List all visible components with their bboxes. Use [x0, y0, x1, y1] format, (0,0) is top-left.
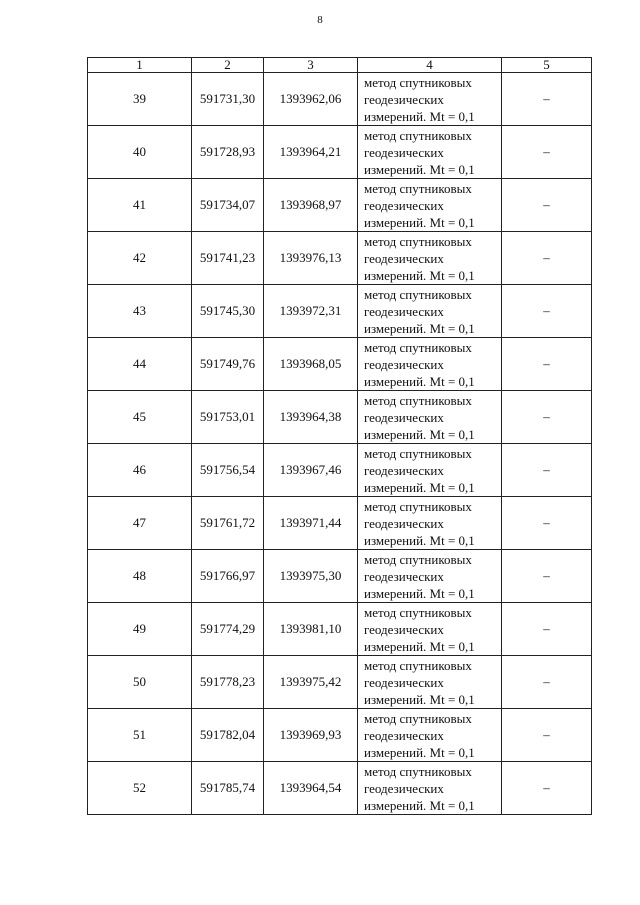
- method-line: геодезических: [364, 727, 444, 743]
- y-coordinate-cell: 1393975,42: [264, 656, 358, 709]
- table-row: [88, 126, 592, 179]
- table-row: [88, 232, 592, 285]
- method-cell: [358, 709, 502, 762]
- y-coordinate-cell: 1393975,30: [264, 550, 358, 603]
- method-cell: [358, 73, 502, 126]
- note-cell: –: [502, 391, 592, 444]
- x-coordinate-cell: 591753,01: [192, 391, 264, 444]
- point-number-cell: 43: [88, 285, 192, 338]
- method-line: метод спутниковых: [364, 763, 472, 779]
- method-line: метод спутниковых: [364, 710, 472, 726]
- point-number-cell: 40: [88, 126, 192, 179]
- method-line: геодезических: [364, 568, 444, 584]
- method-line: геодезических: [364, 144, 444, 160]
- note-cell: –: [502, 338, 592, 391]
- point-number-cell: 45: [88, 391, 192, 444]
- page-number: 8: [317, 14, 323, 26]
- method-cell: [358, 391, 502, 444]
- method-line: измерений. Mt = 0,1: [364, 373, 475, 389]
- method-cell: [358, 497, 502, 550]
- table-row: [88, 656, 592, 709]
- note-cell: –: [502, 709, 592, 762]
- method-cell: [358, 550, 502, 603]
- point-number-cell: 50: [88, 656, 192, 709]
- method-line: измерений. Mt = 0,1: [364, 161, 475, 177]
- method-cell: [358, 762, 502, 815]
- y-coordinate-cell: 1393971,44: [264, 497, 358, 550]
- method-line: измерений. Mt = 0,1: [364, 797, 475, 813]
- x-coordinate-cell: 591728,93: [192, 126, 264, 179]
- method-cell: [358, 232, 502, 285]
- y-coordinate-cell: 1393968,05: [264, 338, 358, 391]
- method-line: геодезических: [364, 780, 444, 796]
- method-line: измерений. Mt = 0,1: [364, 479, 475, 495]
- method-line: метод спутниковых: [364, 180, 472, 196]
- table-row: [88, 338, 592, 391]
- x-coordinate-cell: 591766,97: [192, 550, 264, 603]
- point-number-cell: 51: [88, 709, 192, 762]
- method-line: измерений. Mt = 0,1: [364, 320, 475, 336]
- method-cell: [358, 179, 502, 232]
- point-number-cell: 44: [88, 338, 192, 391]
- header-cell-4: 4: [358, 58, 502, 73]
- table-row: [88, 444, 592, 497]
- table-row: [88, 497, 592, 550]
- header-cell-1: 1: [88, 58, 192, 73]
- note-cell: –: [502, 232, 592, 285]
- note-cell: –: [502, 73, 592, 126]
- note-cell: –: [502, 497, 592, 550]
- x-coordinate-cell: 591782,04: [192, 709, 264, 762]
- method-cell: [358, 285, 502, 338]
- method-line: измерений. Mt = 0,1: [364, 585, 475, 601]
- method-line: метод спутниковых: [364, 286, 472, 302]
- table-row: [88, 73, 592, 126]
- method-line: метод спутниковых: [364, 604, 472, 620]
- x-coordinate-cell: 591756,54: [192, 444, 264, 497]
- table-row: [88, 550, 592, 603]
- table-row: [88, 603, 592, 656]
- y-coordinate-cell: 1393967,46: [264, 444, 358, 497]
- table-row: [88, 179, 592, 232]
- note-cell: –: [502, 285, 592, 338]
- note-cell: –: [502, 126, 592, 179]
- method-cell: [358, 444, 502, 497]
- x-coordinate-cell: 591785,74: [192, 762, 264, 815]
- method-line: геодезических: [364, 515, 444, 531]
- x-coordinate-cell: 591731,30: [192, 73, 264, 126]
- method-line: измерений. Mt = 0,1: [364, 267, 475, 283]
- method-cell: [358, 603, 502, 656]
- point-number-cell: 46: [88, 444, 192, 497]
- method-line: геодезических: [364, 303, 444, 319]
- method-line: измерений. Mt = 0,1: [364, 426, 475, 442]
- method-line: метод спутниковых: [364, 445, 472, 461]
- method-line: измерений. Mt = 0,1: [364, 214, 475, 230]
- method-line: метод спутниковых: [364, 498, 472, 514]
- y-coordinate-cell: 1393976,13: [264, 232, 358, 285]
- point-number-cell: 48: [88, 550, 192, 603]
- method-line: измерений. Mt = 0,1: [364, 691, 475, 707]
- point-number-cell: 41: [88, 179, 192, 232]
- header-cell-2: 2: [192, 58, 264, 73]
- method-line: геодезических: [364, 674, 444, 690]
- y-coordinate-cell: 1393964,21: [264, 126, 358, 179]
- y-coordinate-cell: 1393968,97: [264, 179, 358, 232]
- y-coordinate-cell: 1393969,93: [264, 709, 358, 762]
- x-coordinate-cell: 591749,76: [192, 338, 264, 391]
- note-cell: –: [502, 179, 592, 232]
- x-coordinate-cell: 591778,23: [192, 656, 264, 709]
- x-coordinate-cell: 591774,29: [192, 603, 264, 656]
- method-line: измерений. Mt = 0,1: [364, 108, 475, 124]
- method-line: метод спутниковых: [364, 339, 472, 355]
- method-line: геодезических: [364, 91, 444, 107]
- method-line: метод спутниковых: [364, 74, 472, 90]
- method-line: измерений. Mt = 0,1: [364, 638, 475, 654]
- method-line: геодезических: [364, 409, 444, 425]
- note-cell: –: [502, 656, 592, 709]
- method-line: метод спутниковых: [364, 127, 472, 143]
- method-line: метод спутниковых: [364, 551, 472, 567]
- method-line: метод спутниковых: [364, 392, 472, 408]
- y-coordinate-cell: 1393964,38: [264, 391, 358, 444]
- header-cell-5: 5: [502, 58, 592, 73]
- y-coordinate-cell: 1393964,54: [264, 762, 358, 815]
- method-line: измерений. Mt = 0,1: [364, 532, 475, 548]
- x-coordinate-cell: 591741,23: [192, 232, 264, 285]
- y-coordinate-cell: 1393981,10: [264, 603, 358, 656]
- method-line: метод спутниковых: [364, 233, 472, 249]
- table-row: [88, 709, 592, 762]
- point-number-cell: 42: [88, 232, 192, 285]
- method-line: геодезических: [364, 197, 444, 213]
- header-cell-3: 3: [264, 58, 358, 73]
- method-line: измерений. Mt = 0,1: [364, 744, 475, 760]
- note-cell: –: [502, 603, 592, 656]
- table-row: [88, 762, 592, 815]
- point-number-cell: 39: [88, 73, 192, 126]
- x-coordinate-cell: 591761,72: [192, 497, 264, 550]
- note-cell: –: [502, 550, 592, 603]
- table-header-row: [88, 58, 592, 73]
- table-row: [88, 285, 592, 338]
- method-cell: [358, 656, 502, 709]
- table-body: [88, 73, 592, 815]
- point-number-cell: 49: [88, 603, 192, 656]
- method-line: метод спутниковых: [364, 657, 472, 673]
- x-coordinate-cell: 591745,30: [192, 285, 264, 338]
- method-line: геодезических: [364, 462, 444, 478]
- point-number-cell: 52: [88, 762, 192, 815]
- table-row: [88, 391, 592, 444]
- method-line: геодезических: [364, 250, 444, 266]
- x-coordinate-cell: 591734,07: [192, 179, 264, 232]
- y-coordinate-cell: 1393962,06: [264, 73, 358, 126]
- method-line: геодезических: [364, 621, 444, 637]
- point-number-cell: 47: [88, 497, 192, 550]
- note-cell: –: [502, 444, 592, 497]
- coordinates-table: [87, 57, 592, 815]
- y-coordinate-cell: 1393972,31: [264, 285, 358, 338]
- method-cell: [358, 126, 502, 179]
- method-cell: [358, 338, 502, 391]
- note-cell: –: [502, 762, 592, 815]
- method-line: геодезических: [364, 356, 444, 372]
